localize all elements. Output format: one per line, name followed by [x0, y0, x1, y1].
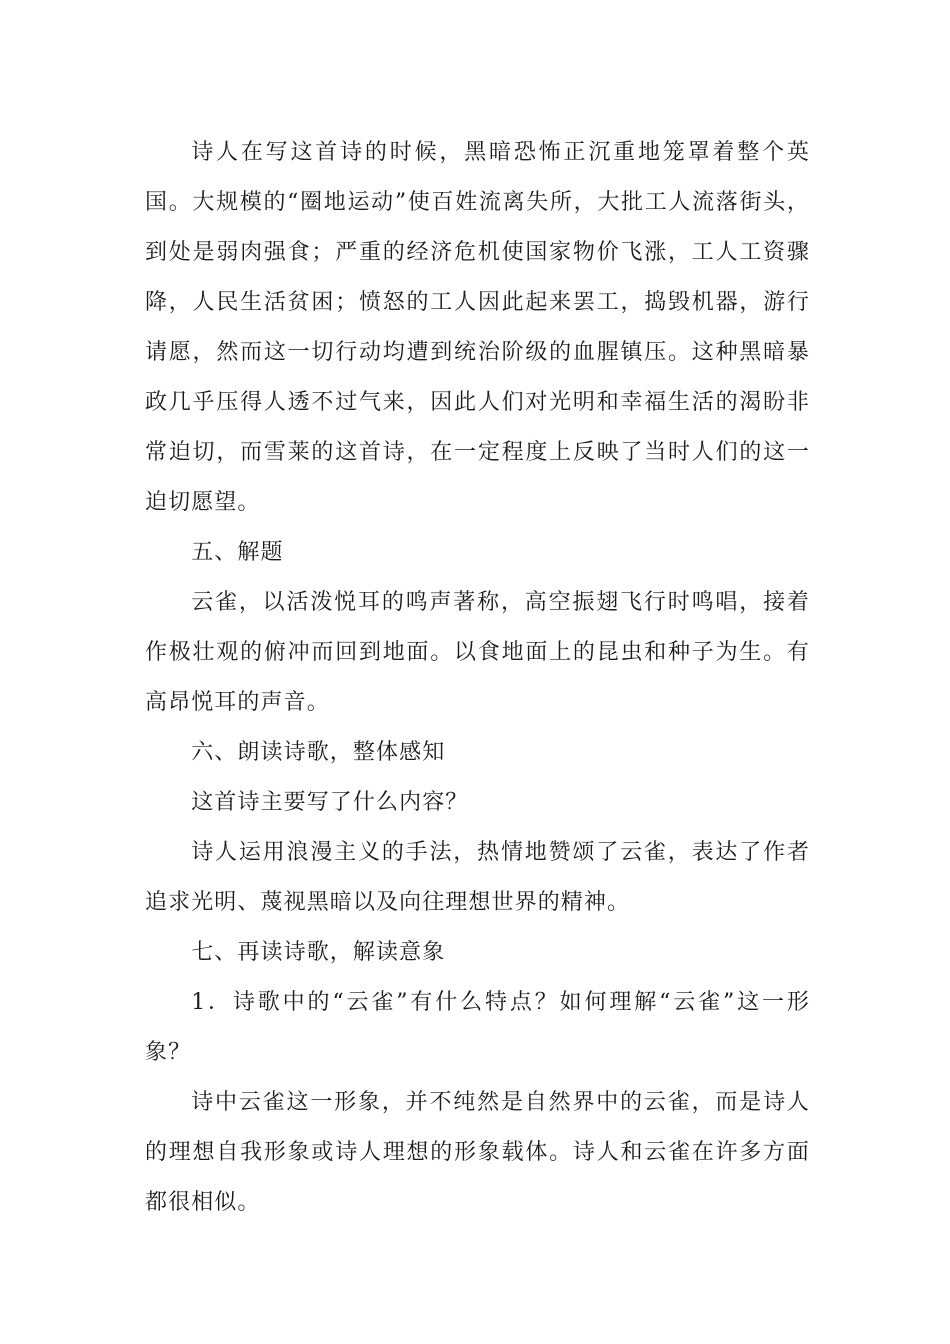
- heading-section-five: 五、解题: [191, 540, 284, 565]
- question-main-content: 这首诗主要写了什么内容？: [191, 790, 469, 815]
- paragraph-skylark-image-answer: 诗中云雀这一形象，并不纯然是自然界中的云雀，而是诗人的理想自我形象或诗人理想的形象载体。诗人和云雀在许多方面都很相似。: [145, 1090, 810, 1215]
- document-body: [145, 128, 810, 1228]
- question-skylark-features: 1．诗歌中的“云雀”有什么特点？如何理解“云雀”这一形象？: [145, 990, 810, 1065]
- heading-section-six: 六、朗读诗歌，整体感知: [191, 740, 446, 765]
- paragraph-skylark-description: 云雀，以活泼悦耳的鸣声著称，高空振翅飞行时鸣唱，接着作极壮观的俯冲而回到地面。以食地面上的昆虫和种子为生。有高昂悦耳的声音。: [145, 590, 810, 715]
- paragraph-historical-background: 诗人在写这首诗的时候，黑暗恐怖正沉重地笼罩着整个英国。大规模的“圈地运动”使百姓流离失所，大批工人流落街头，到处是弱肉强食；严重的经济危机使国家物价飞涨，工人工资骤降，人民生活贫困；愤怒的工人因此起来罢工，捣毁机器，游行请愿，然而这一切行动均遭到统治阶级的血腥镇压。这种黑暗暴政几乎压得人透不过气来，因此人们对光明和幸福生活的渴盼非常迫切，而雪莱的这首诗，在一定程度上反映了当时人们的这一迫切愿望。: [145, 140, 810, 515]
- paragraph-main-content-answer: 诗人运用浪漫主义的手法，热情地赞颂了云雀，表达了作者追求光明、蔑视黑暗以及向往理想世界的精神。: [145, 840, 810, 915]
- heading-section-seven: 七、再读诗歌，解读意象: [191, 940, 446, 965]
